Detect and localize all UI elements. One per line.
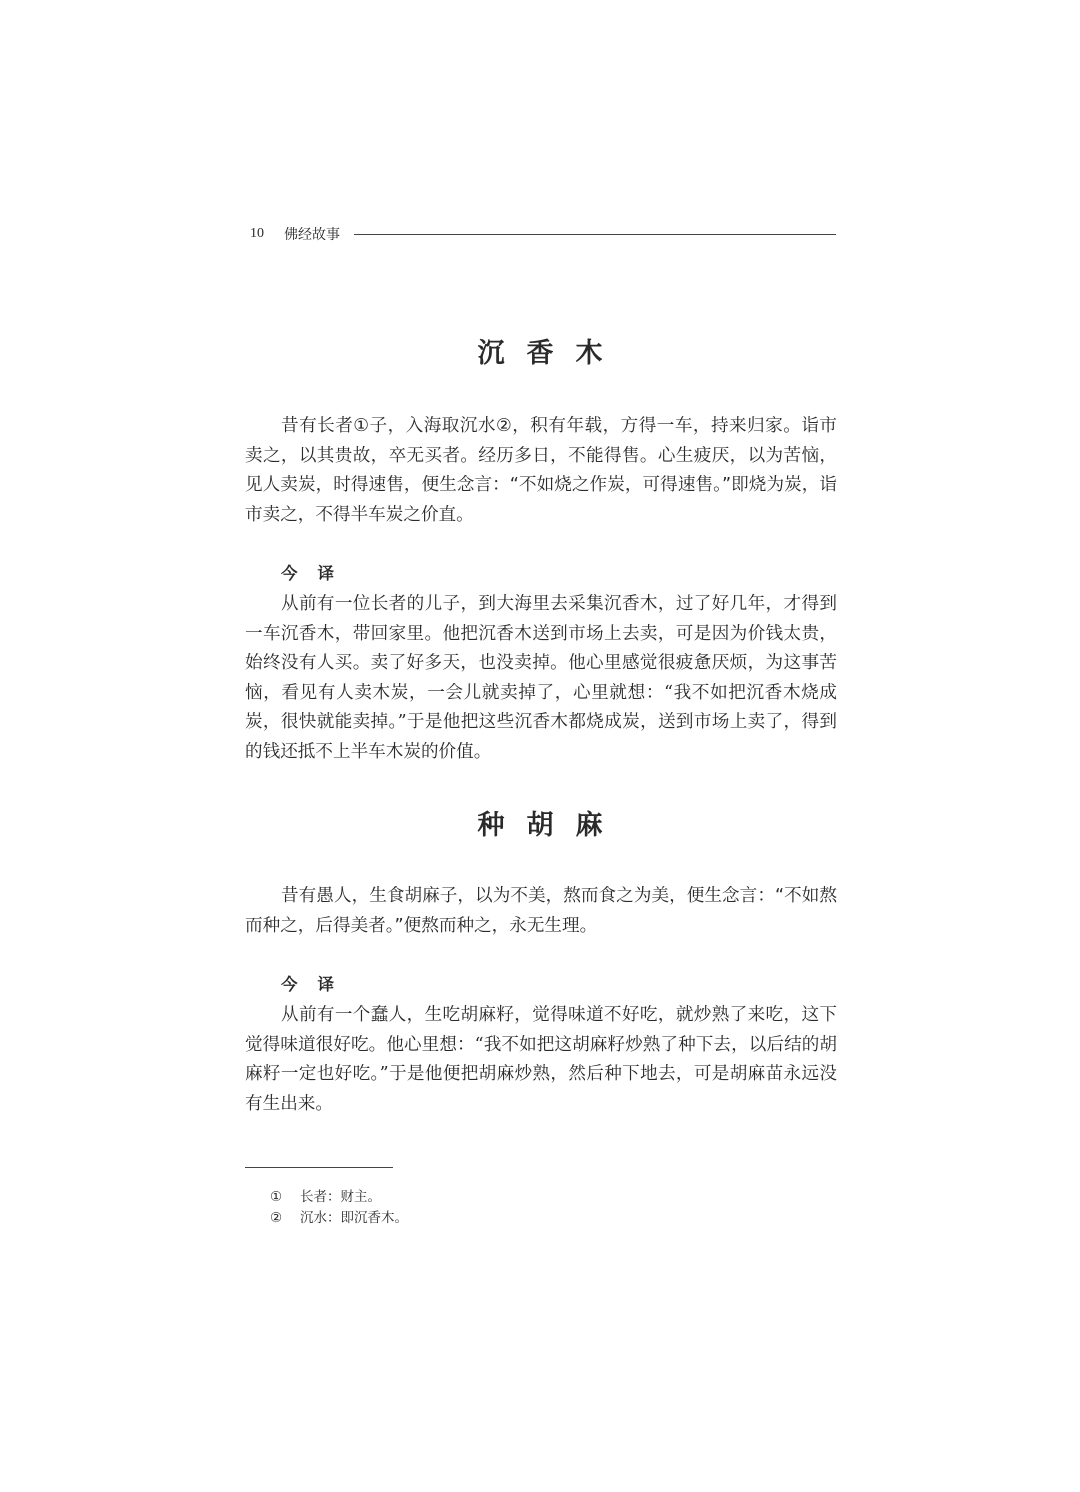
page-number: 10 [250,226,264,241]
translation-label: 今译 [281,975,354,994]
translation-label: 今译 [281,564,354,583]
book-title: 佛经故事 [284,227,340,243]
story-original-text: 昔有愚人，生食胡麻子，以为不美，熬而食之为美，便生念言：“不如熬而种之，后得美者。”便熬而种之，永无生理。 [245,886,837,936]
footnote-2 [270,1208,408,1228]
footnote-text: 沉水：即沉香木。 [300,1210,408,1226]
footnote-text: 长者：财主。 [300,1189,381,1205]
footnote-mark: ② [270,1210,283,1226]
story-title-chenxiangmu: 沉香木 [477,338,625,369]
footnote-rule [245,1167,393,1168]
running-header [250,222,836,246]
story-translation-text: 从前有一个蠢人，生吃胡麻籽，觉得味道不好吃，就炒熟了来吃，这下觉得味道很好吃。他心里想：“我不如把这胡麻籽炒熟了种下去，以后结的胡麻籽一定也好吃。”于是他便把胡麻炒熟，然后种下地去，可是胡麻苗永远没有生出来。 [245,1005,837,1114]
story-translation-text: 从前有一位长者的儿子，到大海里去采集沉香木，过了好几年，才得到一车沉香木，带回家里。他把沉香木送到市场上去卖，可是因为价钱太贵，始终没有人买。卖了好多天，也没卖掉。他心里感觉很疲惫厌烦，为这事苦恼，看见有人卖木炭，一会儿就卖掉了，心里就想：“我不如把沉香木烧成炭，很快就能卖掉。”于是他把这些沉香木都烧成炭，送到市场上卖了，得到的钱还抵不上半车木炭的价值。 [245,594,837,762]
story-title-zhonghuma: 种胡麻 [477,810,625,841]
footnote-mark: ① [270,1189,283,1205]
header-rule [354,234,836,235]
story-original-text: 昔有长者①子，入海取沉水②，积有年载，方得一车，持来归家。诣市卖之，以其贵故，卒无买者。经历多日，不能得售。心生疲厌，以为苦恼，见人卖炭，时得速售，便生念言：“不如烧之作炭，可得速售。”即烧为炭，诣市卖之，不得半车炭之价直。 [245,416,837,525]
footnote-1 [270,1187,381,1207]
